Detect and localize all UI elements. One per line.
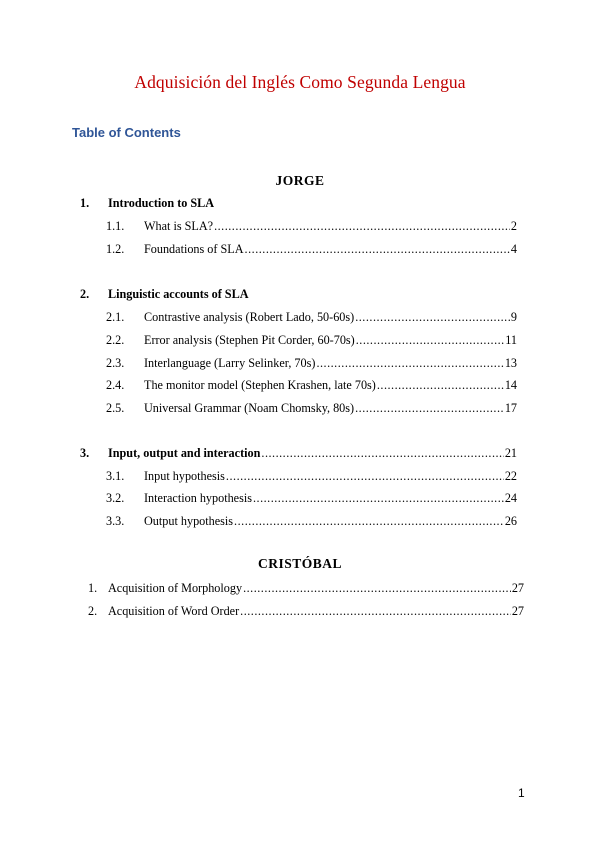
- entry-number: 1.2.: [106, 242, 125, 256]
- toc-entry-1-1[interactable]: [106, 218, 517, 234]
- entry-number: 2.4.: [106, 378, 125, 392]
- entry-title: Acquisition of Word Order: [108, 604, 240, 618]
- toc-entry-cristobal-1[interactable]: [88, 580, 524, 596]
- toc-entry-2-5[interactable]: [106, 400, 517, 416]
- entry-page: 22: [504, 469, 517, 483]
- entry-page: 21: [504, 446, 517, 460]
- dot-leader: [261, 445, 503, 461]
- dot-leader: [316, 355, 503, 371]
- toc-entry-1-2[interactable]: [106, 241, 517, 257]
- section-heading-jorge: JORGE: [275, 173, 325, 188]
- chapter-title: Linguistic accounts of SLA: [108, 287, 249, 301]
- entry-page: 26: [504, 514, 517, 528]
- toc-chapter-2[interactable]: [80, 286, 455, 302]
- dot-leader: [214, 218, 510, 234]
- entry-title: Error analysis (Stephen Pit Corder, 60-70s): [144, 333, 355, 347]
- chapter-number: 3.: [80, 446, 90, 460]
- toc-entry-2-2[interactable]: [106, 332, 517, 348]
- entry-number: 3.2.: [106, 491, 125, 505]
- entry-page: 9: [510, 310, 517, 324]
- toc-entry-3-3[interactable]: [106, 513, 517, 529]
- entry-number: 2.1.: [106, 310, 125, 324]
- dot-leader: [243, 580, 511, 596]
- chapter-number: 2.: [80, 287, 90, 301]
- toc-entry-2-4[interactable]: [106, 377, 517, 393]
- entry-page: 13: [504, 356, 517, 370]
- dot-leader: [253, 490, 504, 506]
- document-title: Adquisición del Inglés Como Segunda Lengua: [134, 72, 466, 92]
- dot-leader: [355, 309, 510, 325]
- entry-title: Input hypothesis: [144, 469, 225, 483]
- chapter-title: Input, output and interaction: [108, 446, 261, 460]
- entry-title: What is SLA?: [144, 219, 214, 233]
- entry-page: 14: [504, 378, 517, 392]
- entry-page: 27: [511, 604, 524, 618]
- chapter-number: 1.: [80, 196, 90, 210]
- entry-number: 1.1.: [106, 219, 125, 233]
- entry-number: 2.3.: [106, 356, 125, 370]
- entry-number: 3.3.: [106, 514, 125, 528]
- entry-title: Output hypothesis: [144, 514, 234, 528]
- entry-page: 2: [510, 219, 517, 233]
- toc-entry-2-3[interactable]: [106, 355, 517, 371]
- dot-leader: [234, 513, 504, 529]
- entry-number: 2.2.: [106, 333, 125, 347]
- dot-leader: [240, 603, 511, 619]
- entry-page: 4: [510, 242, 517, 256]
- toc-entry-2-1[interactable]: [106, 309, 517, 325]
- entry-title: Interaction hypothesis: [144, 491, 252, 505]
- entry-title: Universal Grammar (Noam Chomsky, 80s): [144, 401, 355, 415]
- entry-number: 3.1.: [106, 469, 125, 483]
- entry-page: 17: [504, 401, 517, 415]
- entry-number: 2.: [88, 604, 98, 618]
- entry-page: 11: [505, 333, 517, 347]
- chapter-title: Introduction to SLA: [108, 196, 215, 210]
- entry-title: Foundations of SLA: [144, 242, 244, 256]
- entry-title: Contrastive analysis (Robert Lado, 50-60s): [144, 310, 355, 324]
- toc-chapter-1[interactable]: [80, 195, 455, 211]
- entry-title: The monitor model (Stephen Krashen, late 70s): [144, 378, 376, 392]
- toc-entry-3-2[interactable]: [106, 490, 517, 506]
- entry-title: Interlanguage (Larry Selinker, 70s): [144, 356, 316, 370]
- entry-number: 1.: [88, 581, 98, 595]
- page-number: 1: [518, 786, 525, 800]
- toc-entry-cristobal-2[interactable]: [88, 603, 524, 619]
- toc-heading: Table of Contents: [72, 125, 181, 140]
- dot-leader: [226, 468, 504, 484]
- section-heading-cristobal: CRISTÓBAL: [257, 556, 343, 571]
- dot-leader: [377, 377, 504, 393]
- toc-entry-3-1[interactable]: [106, 468, 517, 484]
- dot-leader: [245, 241, 510, 257]
- entry-number: 2.5.: [106, 401, 125, 415]
- entry-page: 27: [511, 581, 524, 595]
- dot-leader: [355, 400, 504, 416]
- entry-title: Acquisition of Morphology: [108, 581, 243, 595]
- entry-page: 24: [504, 491, 517, 505]
- dot-leader: [356, 332, 505, 348]
- toc-chapter-3[interactable]: [80, 445, 517, 461]
